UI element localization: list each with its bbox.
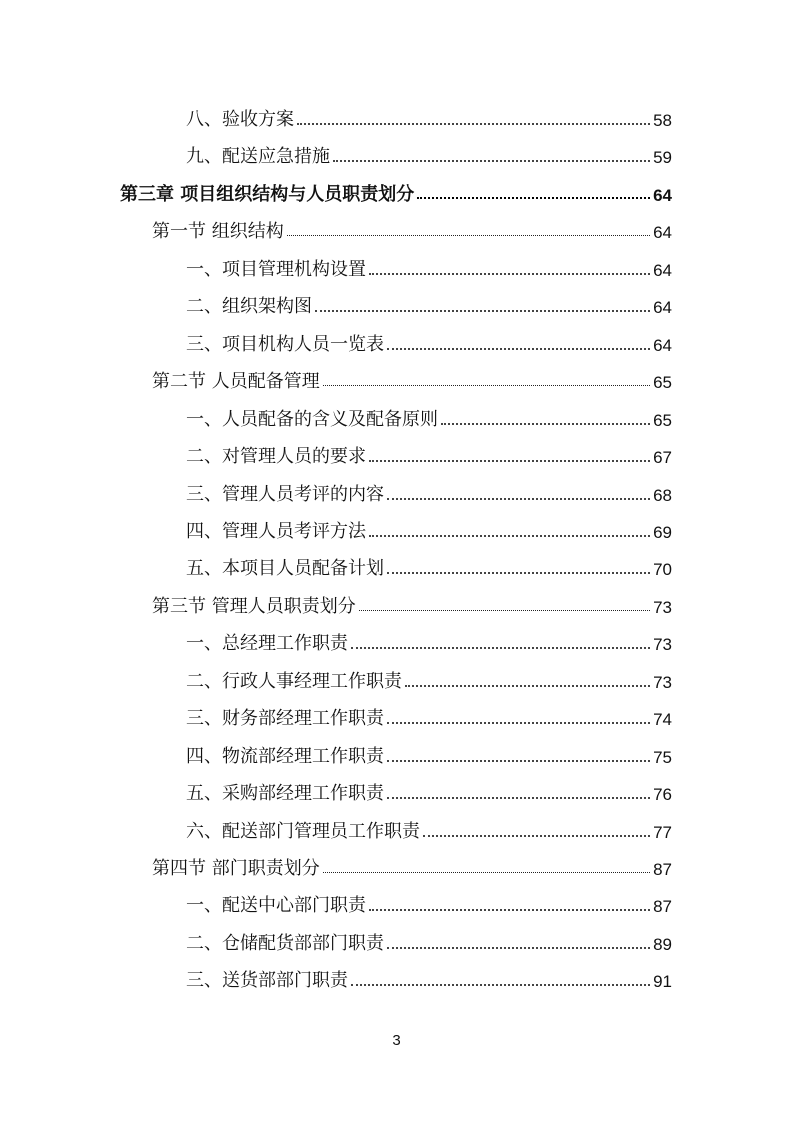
dot-leader: [387, 722, 650, 724]
toc-entry-page: 73: [653, 635, 672, 655]
page-number: 3: [392, 1032, 401, 1049]
toc-entry-page: 67: [653, 448, 672, 468]
toc-entry[interactable]: [186, 478, 672, 506]
toc-entry-page: 75: [653, 747, 672, 767]
toc-entry-page: 64: [653, 335, 672, 355]
dot-leader: [369, 460, 650, 462]
dot-leader: [359, 610, 650, 611]
dot-leader: [387, 797, 650, 799]
toc-entry-title: 二、对管理人员的要求: [186, 446, 366, 468]
toc-entry[interactable]: [186, 328, 672, 356]
toc-entry-title: 一、人员配备的含义及配备原则: [186, 408, 438, 430]
toc-entry[interactable]: [186, 552, 672, 580]
toc-entry-title: 一、项目管理机构设置: [186, 258, 366, 280]
toc-entry-title: 四、管理人员考评方法: [186, 520, 366, 542]
toc-entry-title: 第一节 组织结构: [152, 221, 284, 243]
toc-entry[interactable]: [186, 702, 672, 730]
dot-leader: [417, 197, 650, 199]
toc-entry-title: 二、行政人事经理工作职责: [186, 670, 402, 692]
toc-entry-page: 65: [653, 373, 672, 393]
dot-leader: [387, 947, 650, 949]
toc-entry-page: 65: [653, 410, 672, 430]
toc-entry-title: 二、仓储配货部部门职责: [186, 932, 384, 954]
dot-leader: [351, 984, 650, 986]
dot-leader: [387, 760, 650, 762]
toc-entry[interactable]: [186, 665, 672, 693]
toc-entry-title: 一、总经理工作职责: [186, 633, 348, 655]
toc-entry[interactable]: [186, 140, 672, 168]
dot-leader: [333, 160, 650, 162]
toc-entry[interactable]: [186, 627, 672, 655]
dot-leader: [369, 273, 650, 275]
toc-entry-page: 64: [653, 298, 672, 318]
toc-entry[interactable]: [186, 927, 672, 955]
toc-entry-page: 58: [653, 111, 672, 130]
toc-entry-page: 87: [653, 860, 672, 879]
toc-entry[interactable]: [186, 253, 672, 281]
dot-leader: [323, 872, 650, 873]
toc-entry[interactable]: [152, 590, 672, 618]
toc-entry[interactable]: [186, 889, 672, 917]
toc-entry-title: 三、财务部经理工作职责: [186, 708, 384, 730]
toc-entry-title: 三、送货部部门职责: [186, 970, 348, 992]
toc-entry[interactable]: [120, 178, 672, 206]
toc-entry-page: 87: [653, 897, 672, 917]
toc-entry[interactable]: [186, 103, 672, 131]
toc-entry-title: 第三章 项目组织结构与人员职责划分: [120, 183, 415, 205]
dot-leader: [369, 535, 650, 537]
dot-leader: [297, 123, 650, 125]
toc-entry-title: 第三节 管理人员职责划分: [152, 595, 356, 617]
toc-entry-page: 89: [653, 934, 672, 954]
dot-leader: [405, 685, 650, 687]
toc-entry-page: 73: [653, 597, 672, 617]
toc-entry-title: 九、配送应急措施: [186, 146, 330, 168]
toc-entry-title: 五、本项目人员配备计划: [186, 558, 384, 580]
dot-leader: [315, 310, 650, 312]
toc-entry-page: 69: [653, 522, 672, 542]
dot-leader: [369, 909, 650, 911]
toc-entry-title: 三、项目机构人员一览表: [186, 333, 384, 355]
toc-entry-page: 64: [653, 185, 672, 205]
toc-entry-title: 四、物流部经理工作职责: [186, 745, 384, 767]
toc-entry-page: 64: [653, 260, 672, 280]
toc-entry-title: 第二节 人员配备管理: [152, 371, 320, 393]
toc-entry-page: 59: [653, 148, 672, 168]
toc-entry-title: 五、采购部经理工作职责: [186, 783, 384, 805]
toc-entry-title: 三、管理人员考评的内容: [186, 483, 384, 505]
toc-entry[interactable]: [186, 740, 672, 768]
toc-entry[interactable]: [152, 365, 672, 393]
dot-leader: [351, 647, 650, 649]
toc-entry-page: 91: [653, 972, 672, 992]
toc-entry[interactable]: [186, 815, 672, 843]
dot-leader: [387, 572, 650, 574]
dot-leader: [387, 348, 650, 350]
toc-entry-title: 一、配送中心部门职责: [186, 895, 366, 917]
toc-entry-title: 六、配送部门管理员工作职责: [186, 820, 420, 842]
toc-entry[interactable]: [186, 290, 672, 318]
toc-entry[interactable]: [186, 403, 672, 431]
dot-leader: [387, 498, 650, 500]
toc-entry[interactable]: [186, 440, 672, 468]
dot-leader: [441, 423, 650, 425]
toc-entry-page: 76: [653, 785, 672, 805]
dot-leader: [423, 835, 650, 837]
toc-entry-page: 64: [653, 223, 672, 243]
toc-entry[interactable]: [186, 777, 672, 805]
toc-entry-page: 68: [653, 485, 672, 505]
dot-leader: [323, 385, 650, 386]
toc-entry-page: 70: [653, 560, 672, 580]
toc-entry-page: 77: [653, 822, 672, 842]
toc-entry[interactable]: [186, 515, 672, 543]
toc-entry-title: 二、组织架构图: [186, 296, 312, 318]
toc-entry[interactable]: [152, 852, 672, 880]
toc-entry-title: 八、验收方案: [186, 109, 294, 130]
toc-entry[interactable]: [186, 964, 672, 992]
toc-entry-page: 73: [653, 672, 672, 692]
toc-entry-title: 第四节 部门职责划分: [152, 858, 320, 879]
dot-leader: [287, 235, 650, 236]
toc-entry-page: 74: [653, 710, 672, 730]
toc-entry[interactable]: [152, 215, 672, 243]
